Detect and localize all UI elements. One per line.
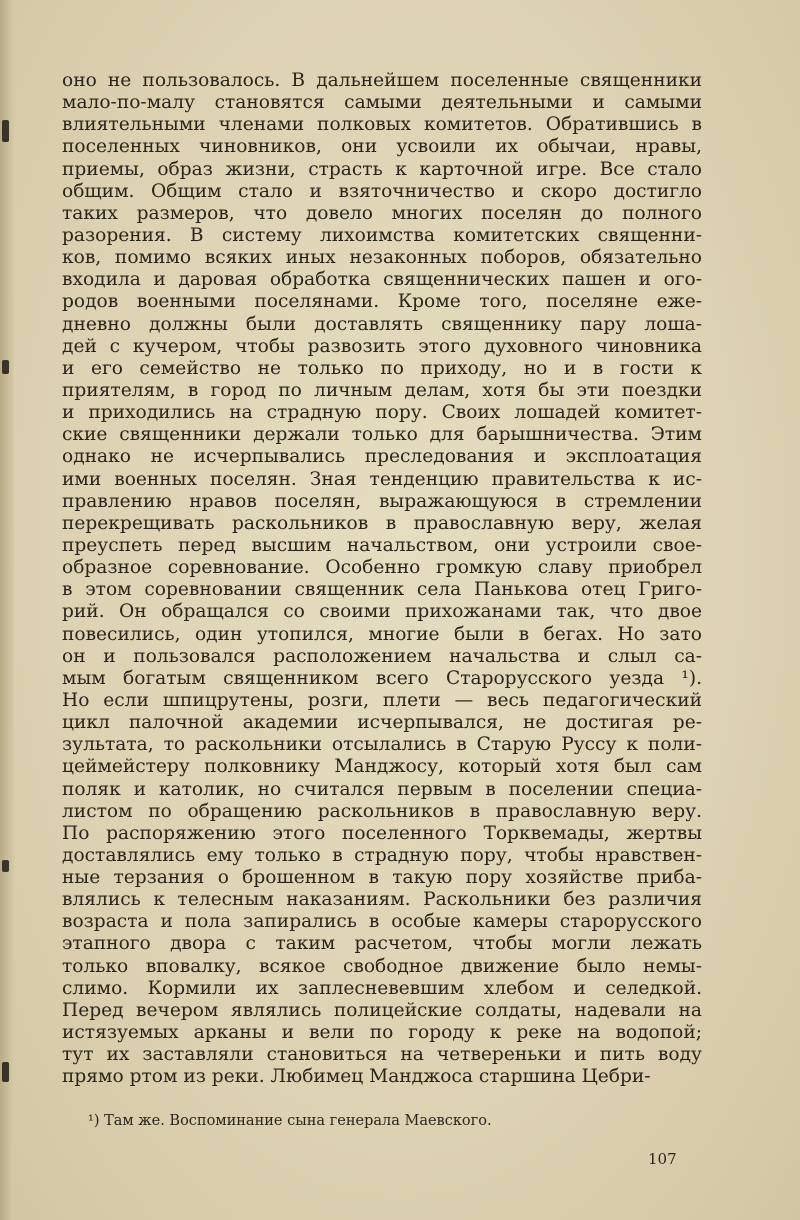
- text-line: прямо ртом из реки. Любимец Манджоса старшина Цебри-: [62, 1066, 651, 1088]
- footnote: ¹) Там же. Воспоминание сына генерала Маевского.: [88, 1113, 492, 1129]
- text-line: правлению нравов поселян, выражающуюся в стремлении: [62, 490, 702, 512]
- text-line: образное соревнование. Особенно громкую славу приобрел: [62, 557, 702, 579]
- main-text: [62, 70, 702, 1088]
- text-line: приемы, образ жизни, страсть к карточной игре. Все стало: [62, 158, 702, 180]
- text-line: рий. Он обращался со своими прихожанами так, что двое: [62, 601, 702, 623]
- text-line: влялись к телесным наказаниям. Раскольники без различия: [62, 889, 702, 911]
- text-line: ков, помимо всяких иных незаконных поборов, обязательно: [62, 247, 702, 269]
- page-edge: [0, 0, 14, 1220]
- text-line: перекрещивать раскольников в православную веру, желая: [62, 512, 702, 534]
- text-line: оно не пользовалось. В дальнейшем поселенные священники: [62, 70, 702, 91]
- text-line: однако не исчерпывались преследования и эксплоатация: [62, 446, 702, 468]
- text-line: Но если шпицрутены, розги, плети — весь педагогический: [62, 689, 702, 711]
- page-number: 107: [648, 1150, 677, 1168]
- text-line: слимо. Кормили их заплесневевшим хлебом и селедкой.: [62, 977, 702, 999]
- text-line: ими военных поселян. Зная тенденцию правительства к ис-: [62, 468, 702, 490]
- text-line: влиятельными членами полковых комитетов. Обратившись в: [62, 114, 702, 136]
- text-line: в этом соревновании священник села Панькова отец Григо-: [62, 579, 702, 601]
- text-line: и приходились на страдную пору. Своих лошадей комитет-: [62, 402, 702, 424]
- text-line: истязуемых арканы и вели по городу к реке на водопой;: [62, 1022, 702, 1044]
- text-line: доставлялись ему только в страдную пору, чтобы нравствен-: [62, 844, 702, 866]
- text-line: общим. Общим стало и взяточничество и скоро достигло: [62, 180, 702, 202]
- text-line: листом по обращению раскольников в православную веру.: [62, 800, 702, 822]
- edge-mark: [2, 120, 9, 142]
- text-line: мым богатым священником всего Старорусского уезда ¹).: [62, 667, 702, 689]
- text-line: и его семейство не только по приходу, но и в гости к: [62, 357, 702, 379]
- text-line: преуспеть перед высшим начальством, они устроили свое-: [62, 534, 702, 556]
- text-line: повесились, один утопился, многие были в бегах. Но зато: [62, 623, 702, 645]
- edge-mark: [2, 360, 9, 374]
- text-line: этапного двора с таким расчетом, чтобы могли лежать: [62, 933, 702, 955]
- edge-mark: [2, 1062, 9, 1082]
- text-line: поляк и католик, но считался первым в поселении специа-: [62, 778, 702, 800]
- text-line: зультата, то раскольники отсылались в Старую Руссу к поли-: [62, 734, 702, 756]
- text-line: таких размеров, что довело многих поселян до полного: [62, 202, 702, 224]
- edge-mark: [2, 860, 9, 872]
- text-line: дневно должны были доставлять священнику пару лоша-: [62, 313, 702, 335]
- text-line: ские священники держали только для барышничества. Этим: [62, 424, 702, 446]
- text-line: По распоряжению этого поселенного Торквемады, жертвы: [62, 822, 702, 844]
- text-line: родов военными поселянами. Кроме того, поселяне еже-: [62, 291, 702, 313]
- text-line: Перед вечером являлись полицейские солдаты, надевали на: [62, 999, 702, 1021]
- text-line: тут их заставляли становиться на четвереньки и пить воду: [62, 1044, 702, 1066]
- text-line: приятелям, в город по личным делам, хотя бы эти поездки: [62, 379, 702, 401]
- text-line: разорения. В систему лихоимства комитетских священни-: [62, 224, 702, 246]
- text-line: он и пользовался расположением начальства и слыл са-: [62, 645, 702, 667]
- text-line: поселенных чиновников, они усвоили их обычаи, нравы,: [62, 136, 702, 158]
- text-line: только вповалку, всякое свободное движение было немы-: [62, 955, 702, 977]
- text-line: цикл палочной академии исчерпывался, не достигая ре-: [62, 712, 702, 734]
- text-line: мало-по-малу становятся самыми деятельными и самыми: [62, 92, 702, 114]
- text-line: возраста и пола запирались в особые камеры старорусского: [62, 911, 702, 933]
- text-line: ные терзания о брошенном в такую пору хозяйстве приба-: [62, 867, 702, 889]
- text-line: входила и даровая обработка священнических пашен и ого-: [62, 269, 702, 291]
- text-line: дей с кучером, чтобы развозить этого духовного чиновника: [62, 335, 702, 357]
- text-line: цеймейстеру полковнику Манджосу, который хотя был сам: [62, 756, 702, 778]
